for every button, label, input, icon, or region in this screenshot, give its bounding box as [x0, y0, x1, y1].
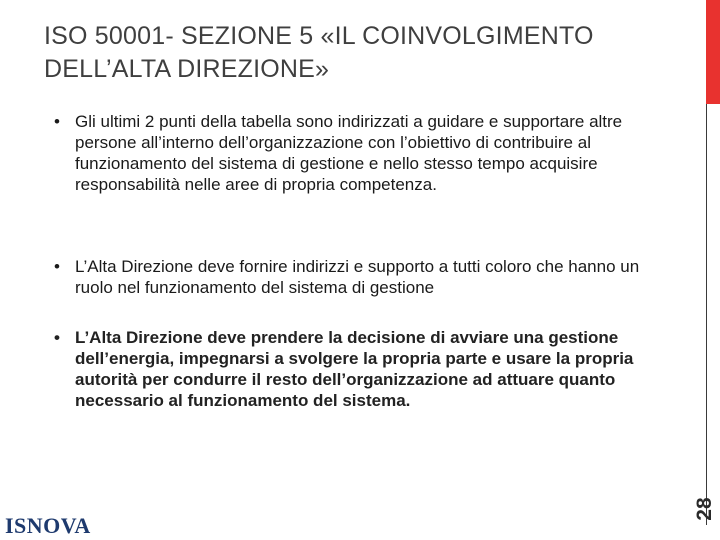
bullet-icon: •: [54, 257, 60, 276]
divider-line: [706, 104, 707, 525]
bullet-icon: •: [54, 112, 60, 131]
isnova-logo: ISNOVA: [5, 513, 91, 538]
bullet-text: L’Alta Direzione deve prendere la decisione di avviare una gestione dell’energia, impegnarsi a svolgere la propria parte e usare la propria autorità per condurre il resto dell’organizzazione ad attuare quanto necessario al funzionamento del sistema.: [75, 328, 634, 410]
slide-title: ISO 50001- SEZIONE 5 «IL COINVOLGIMENTO DELL’ALTA DIREZIONE»: [44, 22, 594, 83]
page-number: 28: [693, 497, 716, 521]
bullet-item: [54, 111, 644, 195]
bullet-item: [54, 256, 644, 298]
bullet-text: Gli ultimi 2 punti della tabella sono indirizzati a guidare e supportare altre persone all’interno dell’organizzazione con l’obiettivo di contribuire al funzionamento del sistema di gestione e nello stesso tempo acquisire responsabilità nelle aree di propria competenza.: [75, 112, 623, 194]
bullet-text: L’Alta Direzione deve fornire indirizzi e supporto a tutti coloro che hanno un ruolo nel funzionamento del sistema di gestione: [75, 257, 640, 297]
bullet-icon: •: [54, 328, 60, 347]
bullet-item: [54, 327, 644, 411]
accent-bar: [706, 0, 720, 104]
